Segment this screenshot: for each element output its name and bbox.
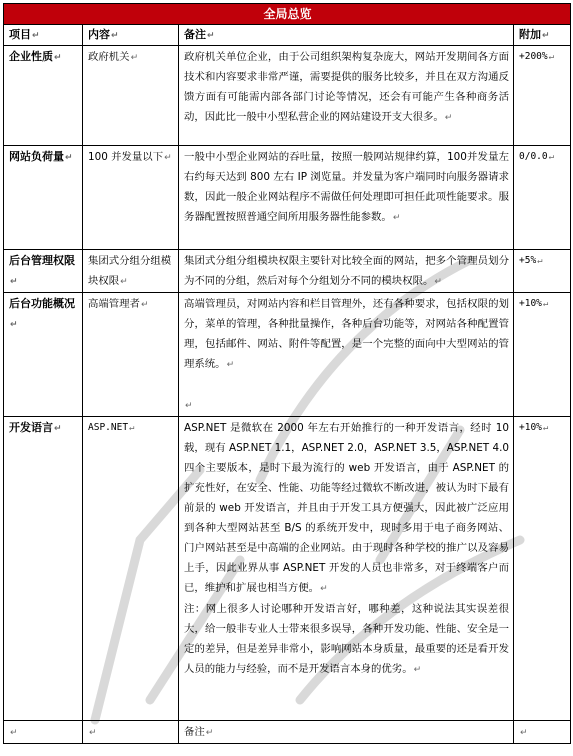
- row-note-cell: ASP.NET 是微软在 2000 年左右开始推行的一种开发语言，经时 10 载，现有 ASP.NET 1.1，ASP.NET 2.0，ASP.NET 3.5，ASP.NET 4.0 四个主要版本，是时下最为流行的 web 开发语言，由于 ASP.NET 的扩充性好，在安全、性能、功能等经过微软不断改进，被认为时下最有前景的 web 开发语言，并且由于开发工具方便强大，因此被广泛应用到各种大型网站甚至 B/S 的系统开发中，现时多用于电子商务网站、门户网站甚至是中高端的企业网站。由于现时各种学校的推广以及容易上手，因此业界从事 ASP.NET 开发的人员也非常多，对于终端客户而已，维护和扩展也相当方便。↵ 注：网上很多人讨论哪种开发语言好，哪种差，这种说法其实误差很大，给一般非专业人士带来很多误导，各种开发功能、性能、安全是一定的差异，但是差异非常小，影响网站本身质量，最重要的还是看开发人员的能力与经验，而不是开发语言本身的优劣。↵: [179, 417, 514, 721]
- row-item-label: 网站负荷量↵: [4, 146, 83, 250]
- table-row: [4, 46, 571, 146]
- row-note-cell: 政府机关单位企业，由于公司组织架构复杂庞大，网站开发期间各方面技术和内容要求非常严谨，需要提供的服务比较多，并且在双方沟通反馈方面有可能需内部各部门讨论等情况，还会有可能产生各种商务活动，因此比一般中小型私营企业的网站建设开支大很多。↵: [179, 46, 514, 146]
- row-note-cell: 备注↵: [179, 721, 514, 744]
- row-content-cell: 100 并发量以下↵: [83, 146, 179, 250]
- row-note-cell: 一般中小型企业网站的吞吐量，按照一般网站规律约算，100并发量左右约每天达到 800 左右 IP 浏览量。并发量为客户端同时向服务器请求数，因此一般企业网站程序不需做任何处理即可担任此项性能要求。服务器配置按照普通空间所用服务器性能参数。↵: [179, 146, 514, 250]
- row-extra-cell: 0/0.0↵: [514, 146, 571, 250]
- row-item-label: 后台管理权限↵: [4, 250, 83, 293]
- row-content-cell: 政府机关↵: [83, 46, 179, 146]
- table-title: 全局总览: [4, 4, 571, 25]
- overview-table: [3, 3, 571, 744]
- row-extra-cell: +5%↵: [514, 250, 571, 293]
- header-extra: 附加↵: [514, 25, 571, 46]
- header-item: 项目↵: [4, 25, 83, 46]
- row-extra-cell: +10%↵: [514, 293, 571, 417]
- row-item-label: 开发语言↵: [4, 417, 83, 721]
- table-row: [4, 721, 571, 744]
- header-content: 内容↵: [83, 25, 179, 46]
- header-note: 备注↵: [179, 25, 514, 46]
- table-row: [4, 417, 571, 721]
- row-content-cell: ASP.NET↵: [83, 417, 179, 721]
- row-extra-cell: ↵: [514, 721, 571, 744]
- row-content-cell: 集团式分组分组模块权限↵: [83, 250, 179, 293]
- row-content-cell: ↵: [83, 721, 179, 744]
- row-item-label: 后台功能概况↵: [4, 293, 83, 417]
- row-extra-cell: +10%↵: [514, 417, 571, 721]
- row-extra-cell: +200%↵: [514, 46, 571, 146]
- table-row: [4, 146, 571, 250]
- table-row: [4, 293, 571, 417]
- row-note-remark: 注：网上很多人讨论哪种开发语言好，哪种差，这种说法其实误差很大，给一般非专业人士带来很多误导，各种开发功能、性能、安全是一定的差异，但是差异非常小，影响网站本身质量，最重要的还是看开发人员的能力与经验，而不是开发语言本身的优劣。: [184, 603, 509, 675]
- row-note-cell: 高端管理员，对网站内容和栏目管理外，还有各种要求，包括权限的划分，菜单的管理，各种批量操作，各种后台功能等，对网站各种配置管理，包括邮件、网站、附件等配置，是一个完整的面向中大型网站的管理系统。↵ ↵: [179, 293, 514, 417]
- row-item-label: ↵: [4, 721, 83, 744]
- row-note-cell: 集团式分组分组模块权限主要针对比较全面的网站，把多个管理员划分为不同的分组，然后对每个分组划分不同的模块权限。↵: [179, 250, 514, 293]
- header-row: [4, 25, 571, 46]
- row-item-label: 企业性质↵: [4, 46, 83, 146]
- table-row: [4, 250, 571, 293]
- row-content-cell: 高端管理者↵: [83, 293, 179, 417]
